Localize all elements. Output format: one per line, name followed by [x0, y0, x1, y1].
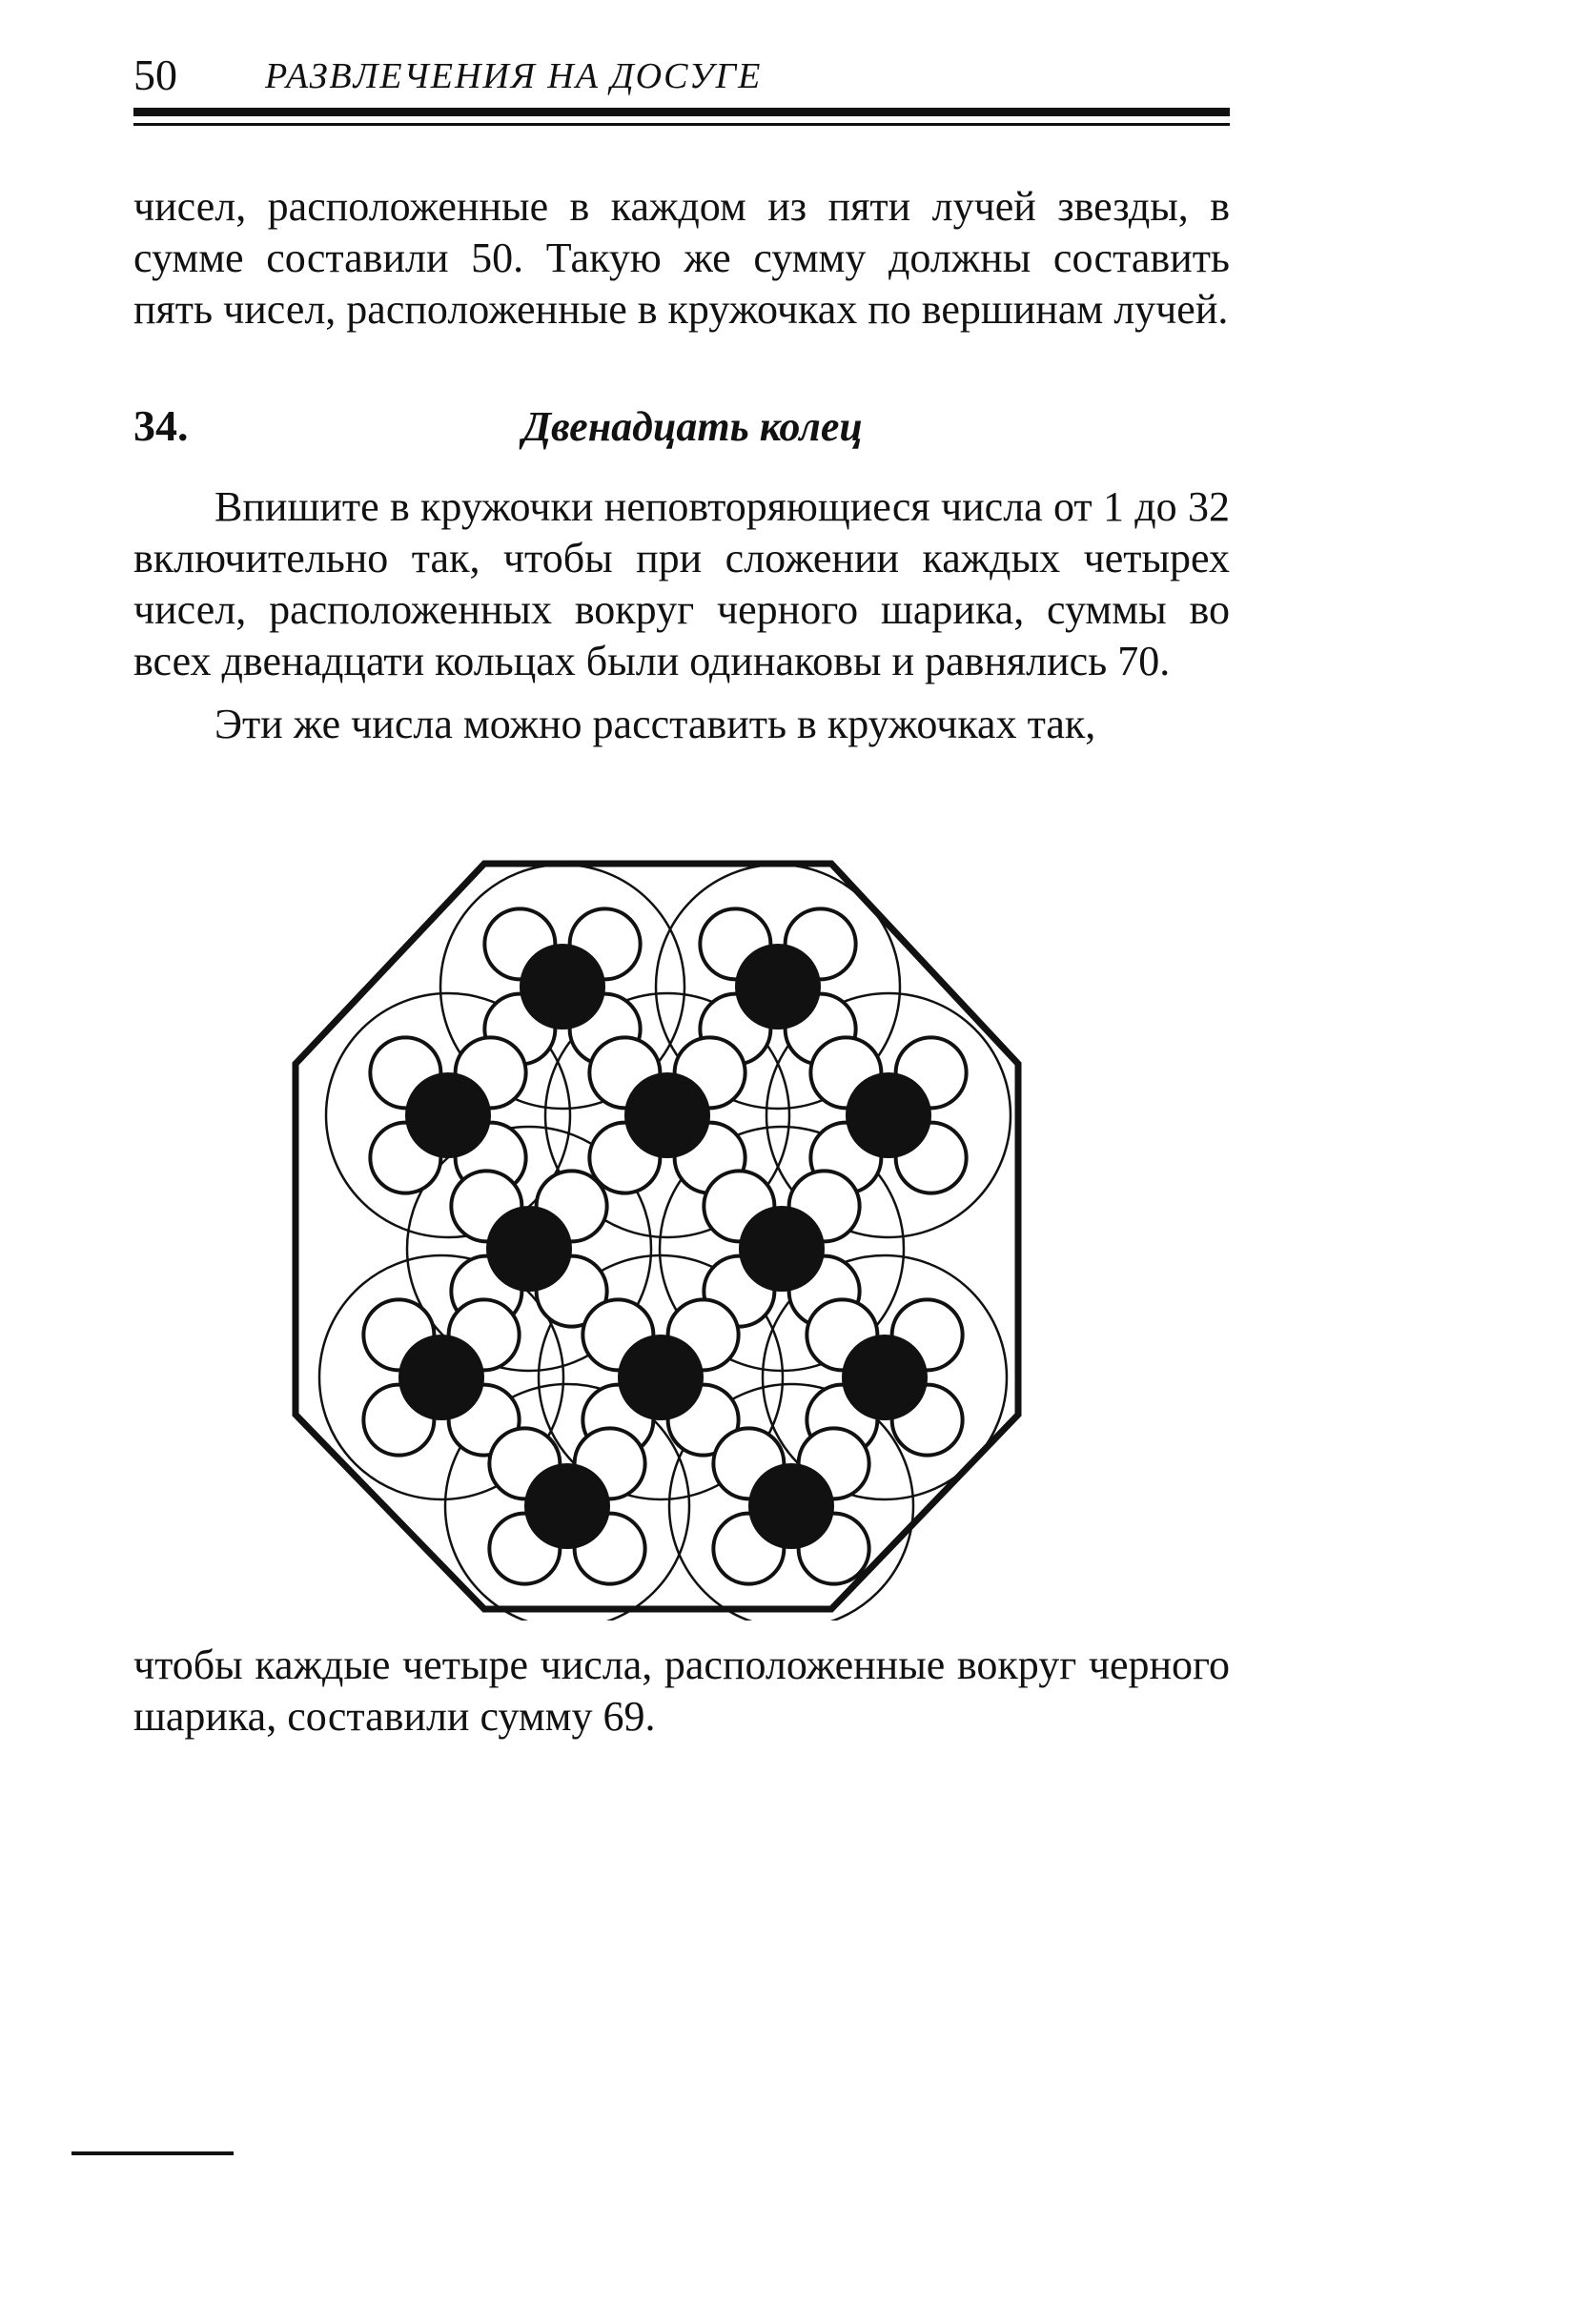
bottom-rule — [71, 2151, 234, 2155]
problem-body — [133, 481, 1230, 750]
black-ball — [399, 1335, 483, 1419]
black-ball — [749, 1464, 833, 1548]
black-ball — [847, 1073, 930, 1157]
twelve-rings-diagram — [286, 839, 1030, 1621]
black-ball — [736, 945, 820, 1029]
black-ball — [487, 1207, 571, 1291]
problem-title: Двенадцать колец — [522, 403, 863, 450]
black-ball — [525, 1464, 609, 1548]
running-title: РАЗВЛЕЧЕНИЯ НА ДОСУГЕ — [265, 56, 763, 96]
closing-text: чтобы каждые четыре числа, расположенные вокруг черного шарика, составили сумму 69. — [133, 1641, 1230, 1740]
header-rule-thin — [133, 123, 1230, 126]
problem-number: 34. — [133, 401, 189, 450]
black-ball — [619, 1335, 703, 1419]
black-ball — [625, 1073, 709, 1157]
black-ball — [521, 945, 604, 1029]
closing-paragraph — [133, 1640, 1230, 1743]
black-ball — [406, 1073, 490, 1157]
black-ball — [740, 1207, 824, 1291]
black-ball — [843, 1335, 927, 1419]
problem-paragraph-2: Эти же числа можно расставить в кружочках так, — [214, 701, 1096, 747]
problem-paragraph-1: Впишите в кружочки неповторяющиеся числа от 1 до 32 включительно так, чтобы при сложении каждых четырех чисел, расположенных вокруг черного шарика, суммы во всех двенадцати кольцах были одинаковы и равнялись 70. — [133, 483, 1230, 684]
header-rule-thick — [133, 108, 1230, 116]
intro-text: чисел, расположенные в каждом из пяти лучей звезды, в сумме составили 50. Такую же сумму должны составить пять чисел, расположенные в кружочках по вершинам лучей. — [133, 183, 1230, 333]
page-number: 50 — [133, 51, 177, 99]
intro-paragraph — [133, 181, 1230, 336]
page-header — [133, 50, 1230, 109]
